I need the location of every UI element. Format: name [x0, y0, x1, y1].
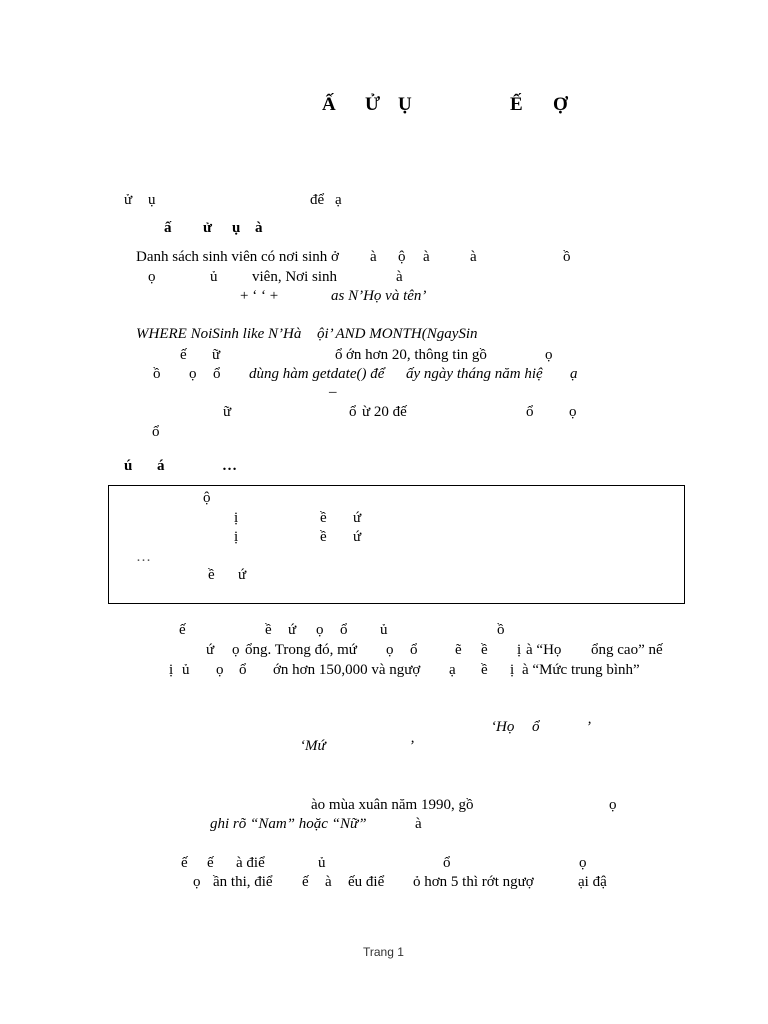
text: à “Mức trung bình” — [522, 662, 640, 678]
text: ổ — [152, 424, 160, 440]
text: ổng cao” nế — [591, 642, 663, 658]
text: ộ — [398, 249, 406, 265]
code-text: ội’ AND MONTH(NgaySin — [317, 326, 478, 342]
text: à — [370, 249, 377, 265]
text: à — [325, 874, 332, 890]
text: ứ — [353, 529, 362, 545]
text: ế — [180, 347, 187, 363]
text: ồ — [497, 622, 505, 638]
text: ọ — [232, 642, 240, 658]
text: ào mùa xuân năm 1990, gồ — [311, 797, 474, 813]
text: – — [329, 384, 337, 400]
text: ổ — [443, 855, 451, 871]
text: ‘Họ — [491, 719, 515, 735]
text: ổ — [213, 366, 221, 382]
text: ọ — [386, 642, 394, 658]
text: ẽ — [455, 642, 462, 658]
text: ế — [302, 874, 309, 890]
text: ị — [234, 529, 239, 545]
text: … — [136, 549, 151, 565]
subheading-char: ấ — [164, 220, 172, 236]
text: ứ — [238, 567, 247, 583]
text: ổ — [526, 404, 534, 420]
text: ế — [207, 855, 214, 871]
text: ồ — [153, 366, 161, 382]
text: ề — [481, 662, 488, 678]
title-char: Ử — [365, 94, 381, 115]
text: ế — [179, 622, 186, 638]
text: ộ — [203, 490, 211, 506]
title-char: Ợ — [553, 94, 568, 115]
text: ọ — [579, 855, 587, 871]
text: ị — [169, 662, 174, 678]
text: ’ — [586, 719, 591, 735]
subheading-char: ử — [203, 220, 213, 236]
text: ữ — [212, 347, 221, 363]
text: ồ — [563, 249, 571, 265]
text: viên, Nơi sinh — [252, 269, 338, 285]
text: ữ — [223, 404, 232, 420]
page-number: Trang 1 — [363, 945, 404, 959]
subheading-char: ụ — [232, 220, 241, 236]
text: ề — [265, 622, 272, 638]
text: ấy ngày tháng năm hiệ — [406, 366, 543, 382]
subheading-char: à — [255, 220, 263, 236]
text: ủ — [380, 622, 388, 638]
text: ọ — [216, 662, 224, 678]
text: ọ — [569, 404, 577, 420]
text: ổ — [532, 719, 540, 735]
text: ị — [517, 642, 522, 658]
text: ớn hơn 20, thông tin gồ — [346, 347, 487, 363]
heading-char: ử — [124, 192, 133, 208]
text: ứ — [288, 622, 297, 638]
text: ’ — [409, 738, 414, 754]
text: ghi rõ “Nam” hoặc “Nữ” — [210, 816, 367, 832]
text: ứ — [206, 642, 215, 658]
text: ủ — [210, 269, 218, 285]
text: à — [470, 249, 477, 265]
title-char: Ấ — [322, 94, 336, 115]
text: ổ — [410, 642, 418, 658]
text: ủ — [182, 662, 190, 678]
text: à điể — [236, 855, 265, 871]
text: ọ — [609, 797, 617, 813]
text: ại đậ — [578, 874, 607, 890]
text: ỏ hơn 5 thì rớt ngượ — [413, 874, 534, 890]
text: ứ — [353, 510, 362, 526]
text: ớn hơn 150,000 và ngượ — [273, 662, 421, 678]
text: à — [423, 249, 430, 265]
heading-char: để — [310, 192, 325, 208]
text: ừ 20 đế — [362, 404, 407, 420]
text: ề — [481, 642, 488, 658]
text: ạ — [570, 366, 578, 382]
code-text: WHERE NoiSinh like N’Hà — [136, 326, 302, 342]
text: dùng hàm getdate() để — [249, 366, 385, 382]
text: ổ — [335, 347, 343, 363]
text: à — [415, 816, 422, 832]
heading-char: ụ — [148, 192, 156, 208]
text: ọ — [545, 347, 553, 363]
heading-char: … — [222, 458, 237, 474]
text: ạ — [449, 662, 456, 678]
text: ổ — [340, 622, 348, 638]
text: ọ — [316, 622, 324, 638]
heading-char: á — [157, 458, 165, 474]
text: ế — [181, 855, 188, 871]
text: ổng. Trong đó, mứ — [245, 642, 357, 658]
heading-char: ạ — [335, 192, 342, 208]
text: ọ — [189, 366, 197, 382]
text: ‘Mứ — [300, 738, 326, 754]
text: ề — [320, 510, 327, 526]
text: ếu điể — [348, 874, 385, 890]
text: Danh sách sinh viên có nơi sinh ở — [136, 249, 339, 265]
text: ần thi, điể — [213, 874, 273, 890]
code-box — [108, 485, 685, 604]
text: ổ — [349, 404, 357, 420]
text: à “Họ — [526, 642, 562, 658]
text: ọ — [193, 874, 201, 890]
title-char: Ụ — [398, 94, 412, 115]
text: ị — [234, 510, 239, 526]
text: ọ — [148, 269, 156, 285]
text: ổ — [239, 662, 247, 678]
text: ề — [320, 529, 327, 545]
text: ị — [510, 662, 515, 678]
text: ề — [208, 567, 215, 583]
title-char: Ế — [510, 94, 523, 115]
text: à — [396, 269, 403, 285]
text: ủ — [318, 855, 326, 871]
text: + ‘ ‘ + — [240, 288, 279, 304]
heading-char: ú — [124, 458, 133, 474]
text: as N’Họ và tên’ — [331, 288, 427, 304]
